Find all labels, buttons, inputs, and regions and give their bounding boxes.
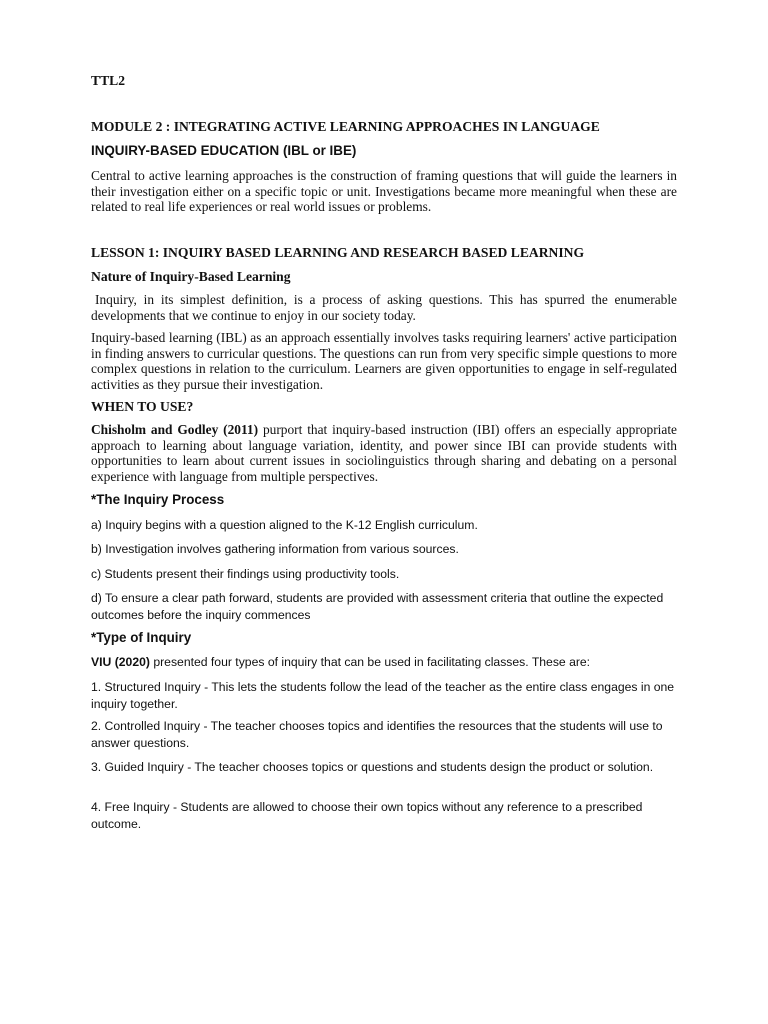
nature-paragraph-2: Inquiry-based learning (IBL) as an approach essentially involves tasks requiring learners' active participation in finding answers to curricular questions. The questions can run from very specific simple questions to more complex questions in relation to the curriculum. Learners are given opportunities to engage in self-regulated activities as they pursue their investigation. <box>91 330 677 392</box>
module-title: MODULE 2 : INTEGRATING ACTIVE LEARNING APPROACHES IN LANGUAGE <box>91 119 600 134</box>
inquiry-type: 1. Structured Inquiry - This lets the students follow the lead of the teacher as the entire class engages in one inquiry together. <box>91 680 675 711</box>
inquiry-type: 4. Free Inquiry - Students are allowed to choose their own topics without any reference to a prescribed outcome. <box>91 800 643 831</box>
section-title: INQUIRY-BASED EDUCATION (IBL or IBE) <box>91 143 357 158</box>
nature-paragraph-1: Inquiry, in its simplest definition, is a process of asking questions. This has spurred the enumerable developments that we continue to enjoy in our society today. <box>91 292 677 323</box>
viu-text: presented four types of inquiry that can be used in facilitating classes. These are: <box>153 655 591 669</box>
lesson-title: LESSON 1: INQUIRY BASED LEARNING AND RESEARCH BASED LEARNING <box>91 245 585 260</box>
process-step: d) To ensure a clear path forward, students are provided with assessment criteria that outline the expected outcomes before the inquiry commences <box>91 591 664 622</box>
type-heading: *Type of Inquiry <box>91 630 192 645</box>
when-author: Chisholm and Godley (2011) <box>91 422 259 437</box>
when-paragraph <box>91 422 677 484</box>
process-step: a) Inquiry begins with a question aligned to the K-12 English curriculum. <box>91 518 478 532</box>
process-step: b) Investigation involves gathering information from various sources. <box>91 542 459 556</box>
inquiry-type: 2. Controlled Inquiry - The teacher chooses topics and identifies the resources that the students will use to answer questions. <box>91 719 663 750</box>
viu-reference: VIU (2020) <box>91 655 150 669</box>
intro-paragraph: Central to active learning approaches is the construction of framing questions that will guide the learners in their investigation either on a specific topic or unit. Investigations became more meaningful when these are related to real life experiences or real world issues or problems. <box>91 168 677 214</box>
process-step: c) Students present their findings using productivity tools. <box>91 567 400 581</box>
document-page <box>91 0 677 1024</box>
inquiry-type: 3. Guided Inquiry - The teacher chooses topics or questions and students design the product or solution. <box>91 760 654 774</box>
when-heading: WHEN TO USE? <box>91 399 194 414</box>
viu-paragraph <box>91 654 677 671</box>
when-text: purport that inquiry-based instruction (IBI) offers an especially appropriate approach to learning about language variation, identity, and power since IBI can provide students with opportunities to learn about current issues in sociolinguistics through sharing and debating on a personal experience with language from multiple perspectives. <box>91 422 678 484</box>
process-heading: *The Inquiry Process <box>91 492 225 507</box>
course-code: TTL2 <box>91 73 125 88</box>
nature-heading: Nature of Inquiry-Based Learning <box>91 269 291 284</box>
